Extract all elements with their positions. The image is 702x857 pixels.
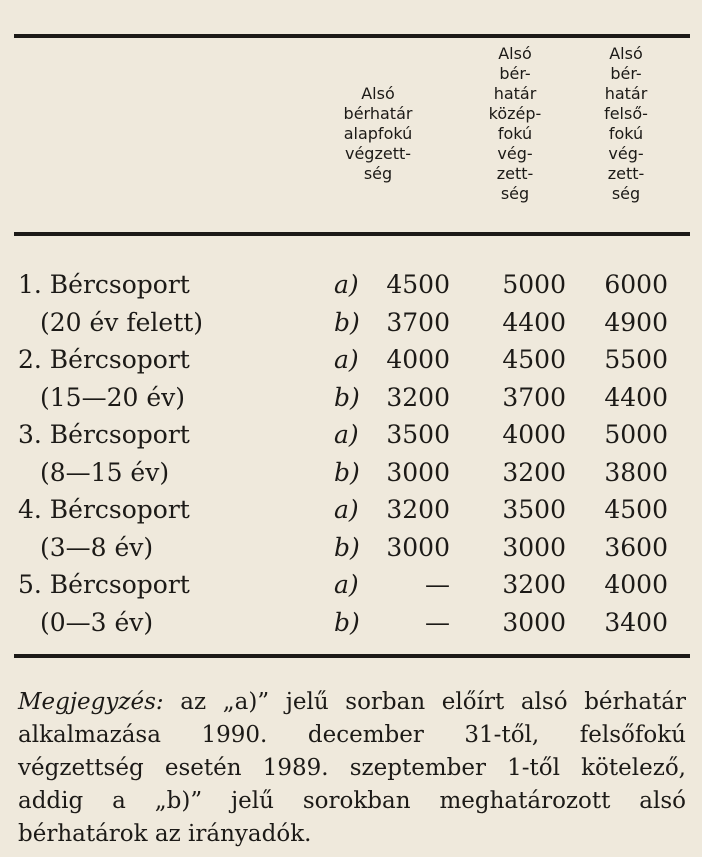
- value-felsofoku: 3400: [604, 607, 668, 637]
- value-kozepfoku: 3500: [502, 495, 566, 524]
- note-lead: Megjegyzés:: [18, 689, 164, 715]
- value-kozepfoku: 4400: [502, 307, 566, 337]
- value-kozepfoku: 3000: [502, 532, 566, 562]
- value-felsofoku: 4500: [604, 495, 668, 524]
- value-kozepfoku: 3700: [502, 382, 566, 412]
- row-group-label: 2. Bércsoport: [18, 345, 190, 374]
- row-subtitle: (8—15 év): [40, 457, 170, 487]
- header-kozepfoku: Alsó bér- határ közép- fokú vég- zett- ség: [488, 44, 542, 203]
- value-felsofoku: 4900: [604, 307, 668, 337]
- table-row: [18, 417, 686, 453]
- value-kozepfoku: 5000: [502, 270, 566, 299]
- value-alapfoku: 3000: [386, 532, 450, 562]
- value-alapfoku: 4500: [386, 270, 450, 299]
- header-rule: [14, 232, 690, 236]
- table-row: [18, 455, 686, 491]
- table-row: [18, 567, 686, 603]
- value-kozepfoku: 4500: [502, 345, 566, 374]
- row-marker: a): [334, 495, 359, 524]
- row-marker: b): [334, 382, 360, 412]
- row-marker: b): [334, 607, 360, 637]
- value-alapfoku: 3700: [386, 307, 450, 337]
- table-row: [18, 492, 686, 528]
- value-felsofoku: 4000: [604, 570, 668, 599]
- row-marker: a): [334, 570, 359, 599]
- value-kozepfoku: 3200: [502, 457, 566, 487]
- row-marker: a): [334, 345, 359, 374]
- value-felsofoku: 6000: [604, 270, 668, 299]
- row-group-label: 1. Bércsoport: [18, 270, 190, 299]
- row-subtitle: (15—20 év): [40, 382, 185, 412]
- value-alapfoku: 3200: [386, 382, 450, 412]
- value-felsofoku: 4400: [604, 382, 668, 412]
- row-subtitle: (3—8 év): [40, 532, 154, 562]
- row-group-label: 4. Bércsoport: [18, 495, 190, 524]
- value-felsofoku: 3800: [604, 457, 668, 487]
- note-paragraph: [18, 686, 686, 851]
- row-marker: b): [334, 457, 360, 487]
- value-felsofoku: 5000: [604, 420, 668, 449]
- value-alapfoku: 3000: [386, 457, 450, 487]
- note-text: az „a)” jelű sorban előírt alsó bérhatár alkalmazása 1990. december 31-től, felsőfokú végzettség esetén 1989. szeptember 1-től kötelező, addig a „b)” jelű sorokban meghatározott alsó bérhatárok az irányadók.: [18, 689, 686, 847]
- value-felsofoku: 3600: [604, 532, 668, 562]
- value-alapfoku: —: [425, 570, 450, 599]
- row-marker: a): [334, 420, 359, 449]
- bottom-rule: [14, 654, 690, 658]
- row-subtitle: (0—3 év): [40, 607, 154, 637]
- value-kozepfoku: 3000: [502, 607, 566, 637]
- value-alapfoku: —: [425, 607, 450, 637]
- value-kozepfoku: 3200: [502, 570, 566, 599]
- row-marker: a): [334, 270, 359, 299]
- row-marker: b): [334, 307, 360, 337]
- value-kozepfoku: 4000: [502, 420, 566, 449]
- value-alapfoku: 3200: [386, 495, 450, 524]
- header-felsofoku: Alsó bér- határ felső- fokú vég- zett- ség: [604, 44, 648, 203]
- table-row: [18, 267, 686, 303]
- row-group-label: 5. Bércsoport: [18, 570, 190, 599]
- table-row: [18, 605, 686, 641]
- row-subtitle: (20 év felett): [40, 307, 204, 337]
- row-marker: b): [334, 532, 360, 562]
- value-alapfoku: 3500: [386, 420, 450, 449]
- header-alapfoku: Alsó bérhatár alapfokú végzett- ség: [343, 84, 413, 183]
- table-row: [18, 380, 686, 416]
- table-row: [18, 342, 686, 378]
- top-rule: [14, 34, 690, 38]
- row-group-label: 3. Bércsoport: [18, 420, 190, 449]
- value-felsofoku: 5500: [604, 345, 668, 374]
- table-row: [18, 530, 686, 566]
- value-alapfoku: 4000: [386, 345, 450, 374]
- table-row: [18, 305, 686, 341]
